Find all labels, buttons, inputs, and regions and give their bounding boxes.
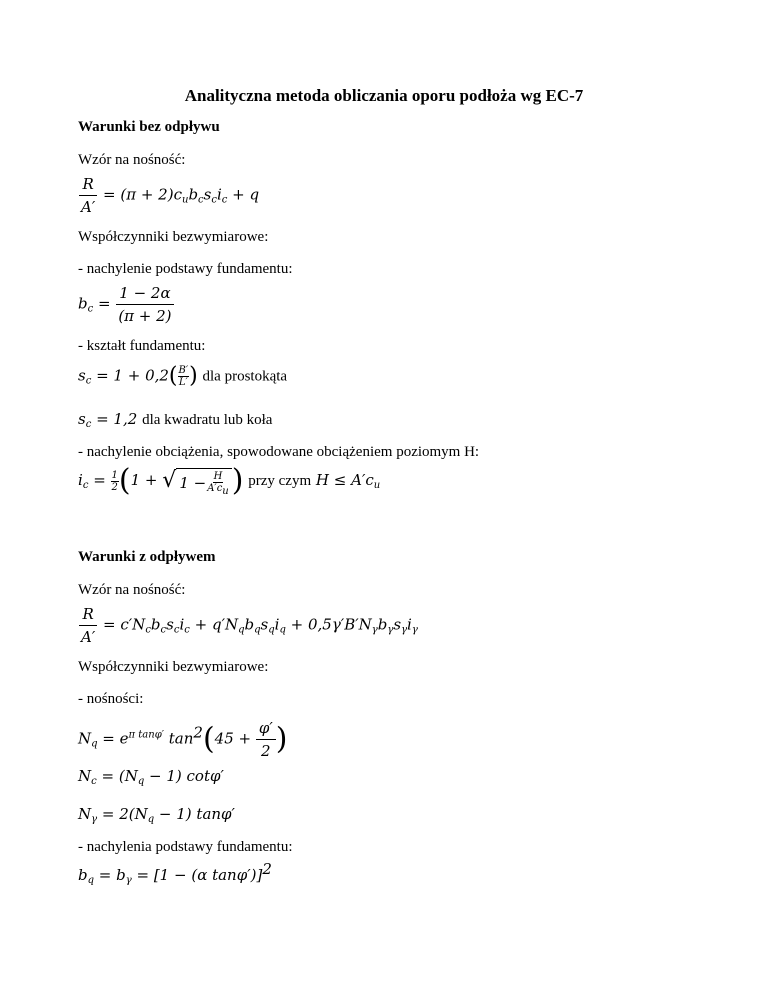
sc-rect-note: dla prostokąta xyxy=(202,368,288,385)
formula-bc: $b_c$ = $\frac{1 - 2\alpha}{(\pi + 2)}$ xyxy=(78,283,175,326)
ic-condition-label: przy czym xyxy=(248,473,312,489)
formula-nq: $N_q = e^{\pi tan\varphi'}$ $\tan^2(45$ + $\frac{\varphi'}{2}$ ) xyxy=(78,719,288,760)
formula-ic: $i_c$ = $\frac{1}{2}$ (1 + √ 1 − $\frac{H}{A'c_u}$ ) przy czym $H \le A'c_u$ xyxy=(78,463,381,498)
section-heading-undrained: Warunki bez odpływu xyxy=(78,119,220,135)
coeff-label-undrained: Współczynniki bezwymiarowe: xyxy=(78,229,269,245)
item-base-inclination-drained: - nachylenia podstawy fundamentu: xyxy=(78,839,293,855)
sc-square-note: dla kwadratu lub koła xyxy=(142,412,273,428)
formula-bearing-undrained: $\frac{R}{A'}$ = $(\pi + 2)c_ub_cs_ci_c + q$ xyxy=(81,175,260,216)
formula-label-drained: Wzór na nośność: xyxy=(78,582,186,598)
formula-label-undrained: Wzór na nośność: xyxy=(78,152,186,168)
formula-sc-rect: $s_c = 1 + 0,2$( $\frac{B'}{L'}$ ) dla prostokąta xyxy=(78,363,288,389)
page-title: Analityczna metoda obliczania oporu podłoża wg EC-7 xyxy=(184,86,584,105)
item-load-inclination: - nachylenie obciążenia, spowodowane obciążeniem poziomym H: xyxy=(78,444,480,460)
formula-bq: $b_q = b_\gamma = [1 - (\alpha$ tanφ′)]$^2$ xyxy=(78,860,272,886)
formula-sc-square: $s_c = 1,2$ dla kwadratu lub koła xyxy=(78,410,273,430)
formula-ngamma: $N_\gamma = 2(N_q - 1)$ tanφ′ xyxy=(78,805,235,825)
formula-bearing-drained: $\frac{R}{A'}$ = $c'N_cb_cs_ci_c + q'N_qb_qs_qi_q + 0,5\gamma'B'N_\gamma b_\gamma s_\gamma i_\gamma$ xyxy=(81,605,418,646)
formula-nc: $N_c = (N_q - 1)$ cotφ′ xyxy=(78,767,224,787)
item-capacity-factors: - nośności: xyxy=(78,691,144,707)
item-base-inclination: - nachylenie podstawy fundamentu: xyxy=(78,261,293,277)
item-foundation-shape: - kształt fundamentu: xyxy=(78,338,206,354)
coeff-label-drained: Współczynniki bezwymiarowe: xyxy=(78,659,269,675)
sc-square-value: 1,2 xyxy=(113,410,138,428)
section-heading-drained: Warunki z odpływem xyxy=(78,549,216,565)
